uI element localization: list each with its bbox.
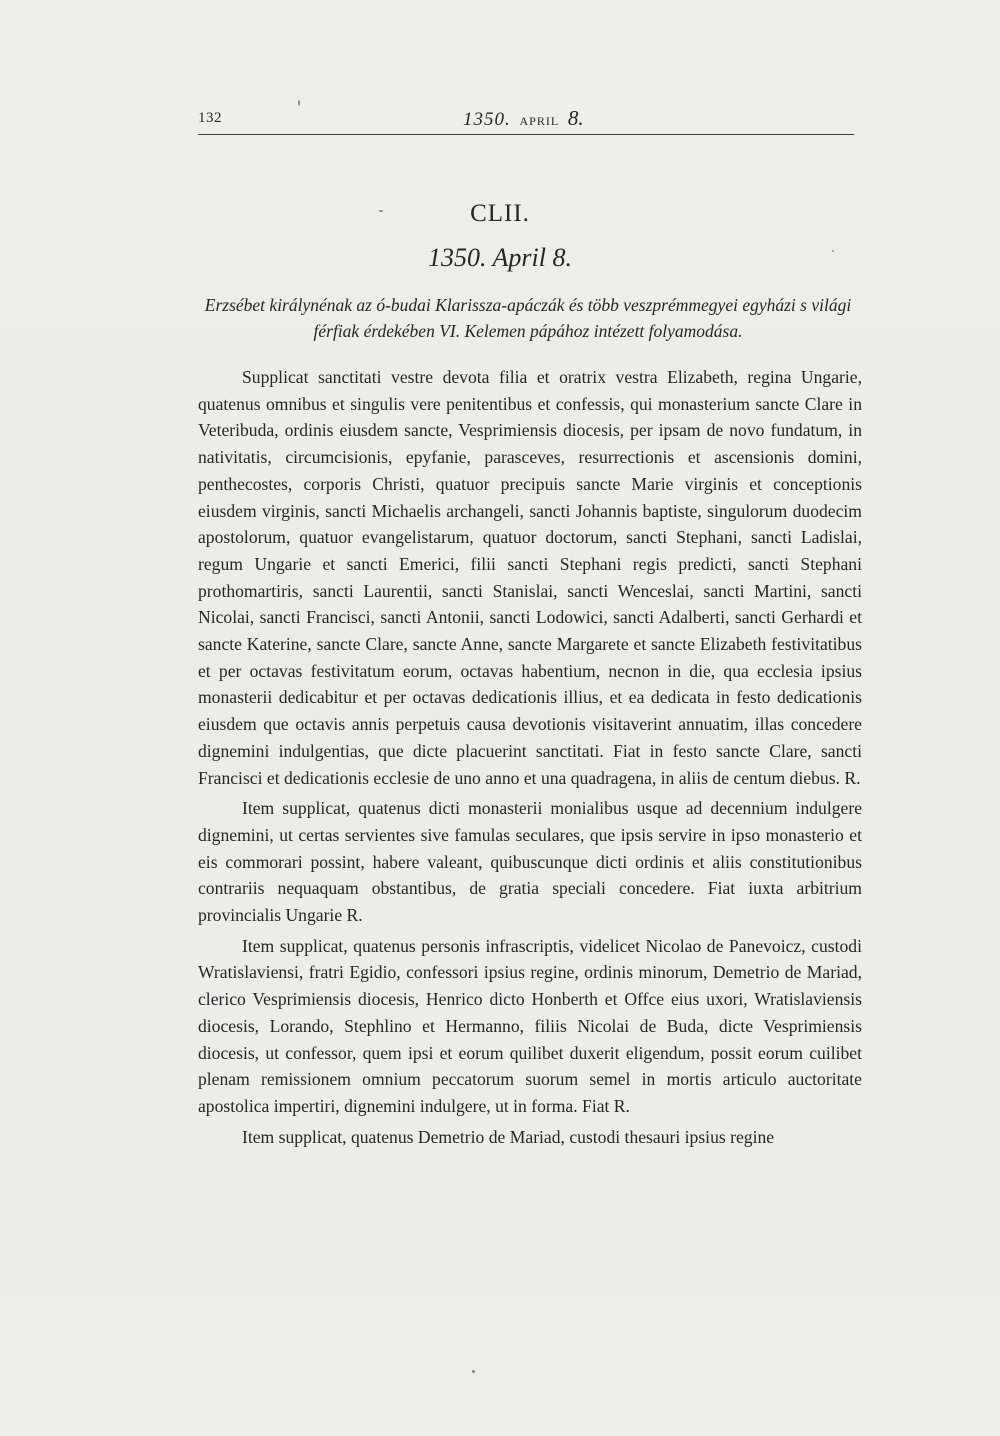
paragraph: Item supplicat, quatenus personis infrascriptis, videlicet Nicolao de Panevoicz, custodi Wratislaviensi, fratri Egidio, confessori ipsius regine, ordinis minorum, Demetrio de Mariad, clerico Vesprimiensis diocesis, Henrico dicto Honberth et Offce eius uxori, Wratislaviensis diocesis, Lorando, Stephlino et Hermanno, filiis Nicolai de Buda, dicte Vesprimiensis diocesis, ut confessor, quem ipsi et eorum quilibet duxerit eligendum, possit eorum cuilibet plenam remissionem omnium peccatorum suorum semel in mortis articulo auctoritate apostolica impertiri, dignemini indulgere, ut in forma. Fiat R. (198, 935, 862, 1116)
page-number: 132 (198, 110, 222, 126)
paper-speck (472, 1370, 475, 1373)
paper-speck (379, 210, 383, 212)
running-head-date (463, 106, 584, 131)
paper-speck (298, 100, 300, 106)
paragraph: Item supplicat, quatenus Demetrio de Mariad, custodi thesauri ipsius regine (242, 1126, 775, 1147)
document-number: CLII. (470, 200, 530, 227)
document-date: 1350. April 8. (428, 243, 572, 272)
running-head-month: APRIL (519, 114, 560, 128)
paragraph: Item supplicat, quatenus dicti monasterii monialibus usque ad decennium indulgere dignemini, ut certas servientes sive famulas seculares, que ipsis servire in ipso monasterio et eis commorari possint, habere valeant, quibuscunque dicti ordinis et aliis constitutionibus contrariis nequaquam obstantibus, de gratia speciali concedere. Fiat iuxta arbitrium provincialis Ungarie R. (198, 798, 862, 926)
paragraph: Supplicat sanctitati vestre devota filia et oratrix vestra Elizabeth, regina Ungarie, quatenus omnibus et singulis vere penitentibus et confessis, qui monasterium sancte Clare in Veteribuda, ordinis eiusdem sancte, Vesprimiensis diocesis, per ipsam de novo fundatum, in nativitatis, circumcisionis, epyfanie, parasceves, resurrectionis et ascensionis domini, penthecostes, corporis Christi, quatuor precipuis sancte Marie virginis et conceptionis eiusdem virginis, sancti Michaelis archangeli, sancti Johannis baptiste, singulorum duodecim apostolorum, quatuor evangelistarum, quatuor doctorum, sancti Stephani, sancti Ladislai, regum Ungarie et sancti Emerici, filii sancti Stephani regis predicti, sancti Stephani prothomartiris, sancti Laurentii, sancti Stanislai, sancti Wenceslai, sancti Martini, sancti Nicolai, sancti Francisci, sancti Antonii, sancti Lodowici, sancti Adalberti, sancti Gerhardi et sancte Katerine, sancte Clare, sancte Anne, sancte Margarete et sancte Elizabeth festivitatibus et per octavas festivitatum eorum, octavas habentium, necnon in die, qua ecclesia ipsius monasterii dedicabitur et per octavas dedicationis illius, et ea dedicata in festo dedicationis eiusdem que octavis annis perpetuis causa devotionis visitaverint annuatim, illas concedere dignemini indulgentias, que dicte placuerint sanctitati. Fiat in festo sancte Clare, sancti Francisci et dedicationis ecclesie de uno anno et una quadragena, in aliis de centum diebus. R. (198, 367, 862, 788)
document-body (198, 364, 862, 1154)
running-head-day: 8. (567, 106, 584, 130)
paper-speck (832, 250, 834, 252)
running-head-year: 1350. (463, 109, 511, 130)
document-summary: Erzsébet királynénak az ó-budai Klarissza-apáczák és több veszprémmegyei egyházi s világi férfiak érdekében VI. Kelemen pápához intézett folyamodása. (204, 295, 852, 341)
running-head (198, 104, 854, 135)
